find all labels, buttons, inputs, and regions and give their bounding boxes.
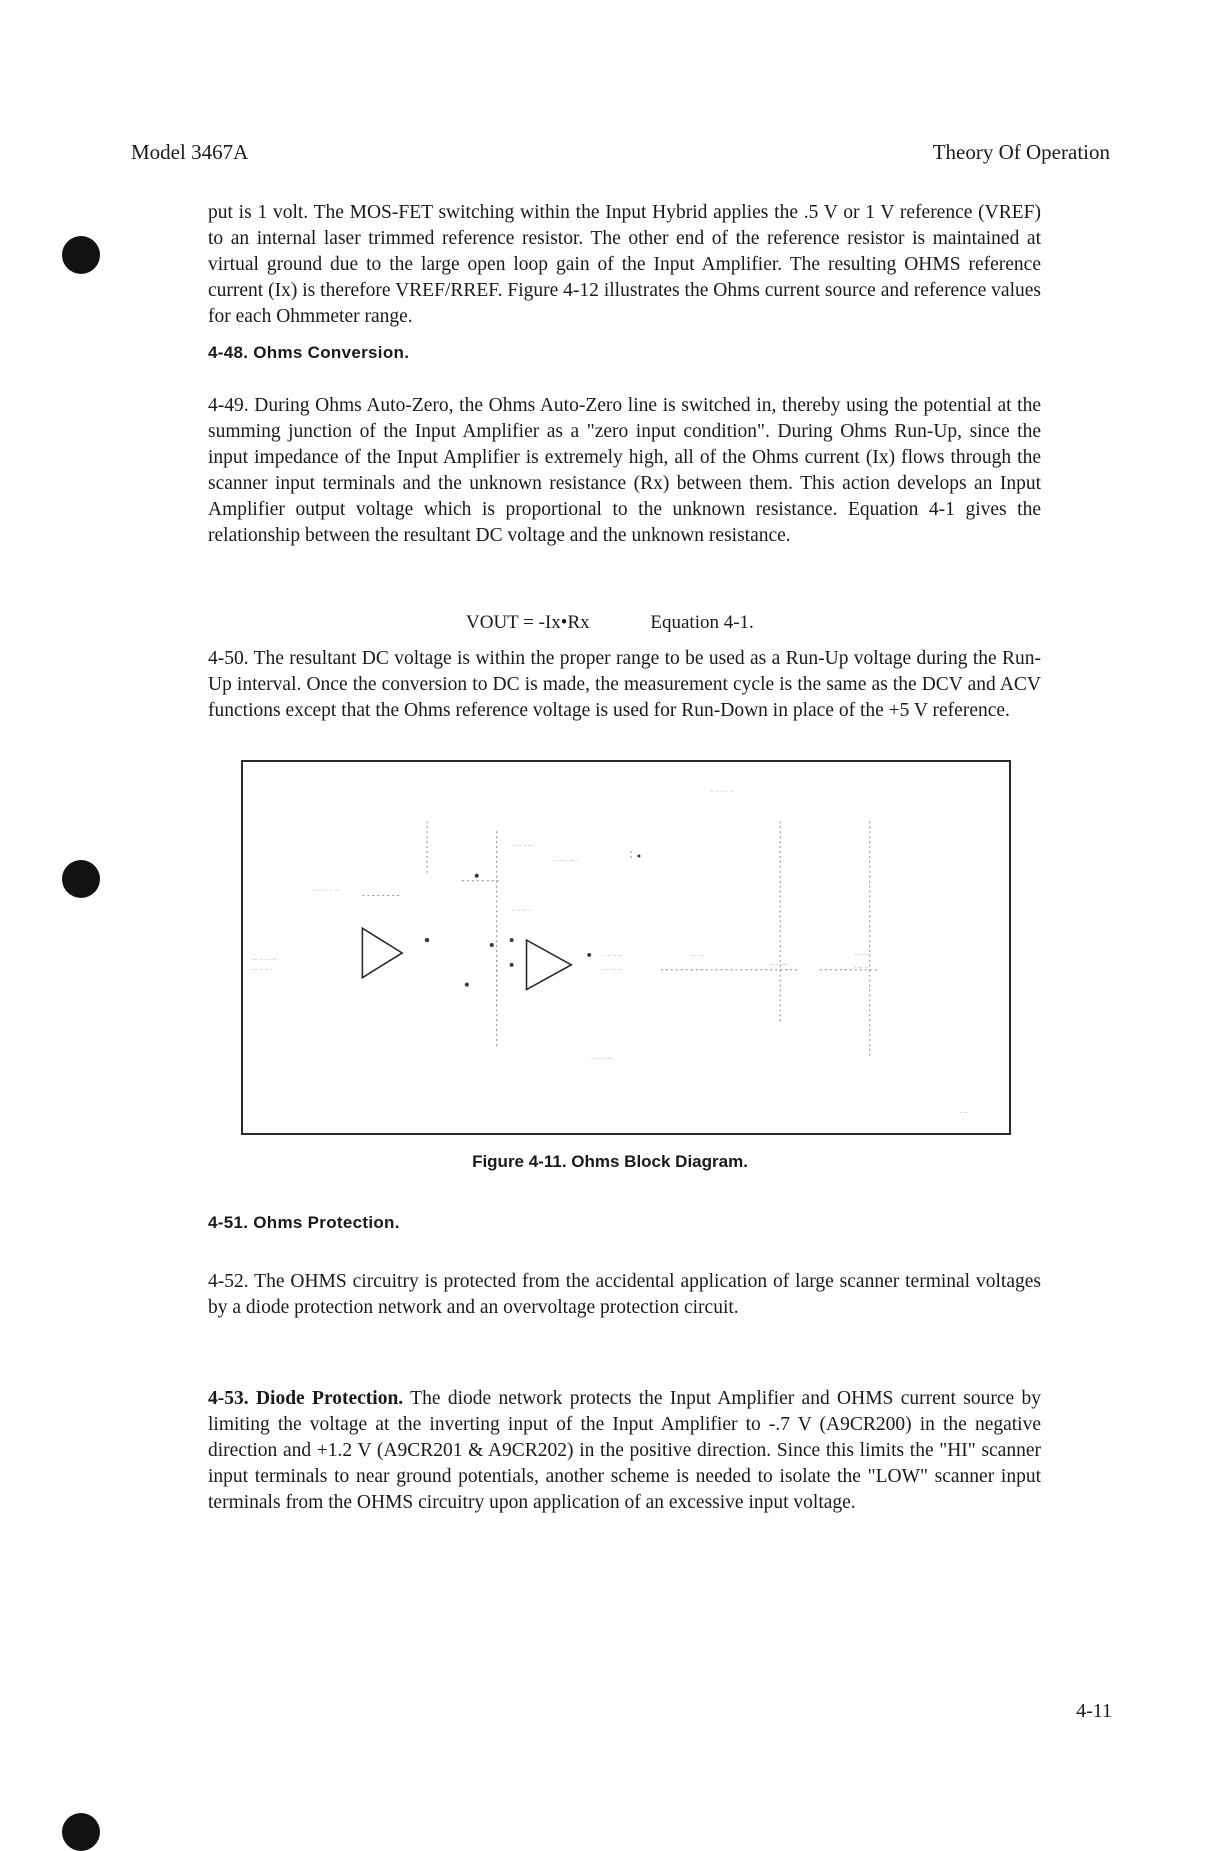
section-heading-4-51: 4-51. Ohms Protection. (208, 1213, 400, 1232)
svg-text:. .. .... ..: . .. .... .. (601, 965, 621, 972)
svg-text:.. .. ....: .. .. .... (770, 960, 787, 967)
figure-caption: Figure 4-11. Ohms Block Diagram. (472, 1152, 748, 1171)
svg-text:. . .. .. ...: . . .. .. ... (601, 951, 623, 958)
svg-text:.. .. . ... ..: .. .. . ... .. (710, 787, 734, 794)
equation-expression: VOUT = -Ix•Rx (466, 612, 590, 633)
punch-hole-middle (62, 860, 100, 898)
svg-text:... . ..: ... . .. (690, 951, 704, 958)
paragraph-4-53-lead: 4-53. Diode Protection. (208, 1388, 404, 1409)
svg-text:.. .. ..: .. .. .. (690, 965, 704, 972)
paragraph-4-53 (208, 1386, 1041, 1516)
equation-label: Equation 4-1. (650, 612, 754, 633)
punch-hole-top (62, 236, 100, 274)
svg-text:... .. .. ..: ... .. .. .. (252, 965, 273, 972)
block-diagram-drawing (243, 762, 1009, 1133)
svg-text:. .. ... . ... .: . .. ... . ... . (551, 856, 578, 863)
buffer-amplifier-symbol (362, 928, 402, 977)
punch-hole-bottom (62, 1813, 100, 1851)
header-model: Model 3467A (131, 140, 249, 164)
ohms-block-diagram (241, 760, 1011, 1135)
svg-text:. ... ..: . ... .. (854, 963, 869, 970)
svg-text:. .. . .. ...: . .. . .. ... (511, 842, 534, 849)
page-number: 4-11 (1076, 1700, 1112, 1722)
equation-4-1 (466, 612, 754, 634)
svg-text:... .. . .. ..: ... .. . .. .. (252, 955, 277, 962)
paragraph-4-52: 4-52. The OHMS circuitry is protected from the accidental application of large scanner terminal voltages by a diode protection network and an overvoltage protection circuit. (208, 1271, 1041, 1318)
paragraph-4-50: 4-50. The resultant DC voltage is within the proper range to be used as a Run-Up voltage during the Run-Up interval. Once the conversion to DC is made, the measurement cycle is the same as the DCV and ACV functions except that the Ohms reference voltage is used for Run-Down in place of the +5 V reference. (208, 648, 1041, 721)
paragraph-continuation: put is 1 volt. The MOS-FET switching within the Input Hybrid applies the .5 V or 1 V reference (VREF) to an internal laser trimmed reference resistor. The other end of the reference resistor is maintained at virtual ground due to the large open loop gain of the Input Amplifier. The resulting OHMS reference current (Ix) is therefore VREF/RREF. Figure 4-12 illustrates the Ohms current source and reference values for each Ohmmeter range. (208, 202, 1041, 327)
svg-text:.. .. ...: .. .. ... (854, 950, 870, 957)
header-section: Theory Of Operation (932, 140, 1110, 164)
paragraph-4-49: 4-49. During Ohms Auto-Zero, the Ohms Auto-Zero line is switched in, thereby using the potential at the summing junction of the Input Amplifier as a "zero input condition". During Ohms Run-Up, since the input impedance of the Input Amplifier is extremely high, all of the Ohms current (Ix) flows through the scanner input terminals and the unknown resistance (Rx) between them. This action develops an Input Amplifier output voltage which is proportional to the unknown resistance. Equation 4-1 gives the relationship between the resultant DC voltage and the unknown resistance. (208, 395, 1041, 546)
input-amplifier-symbol (527, 940, 572, 989)
svg-text:... .. .. ...: ... .. .. ... (591, 1054, 613, 1061)
svg-text:.. ..: .. .. (959, 1109, 968, 1116)
section-heading-4-48: 4-48. Ohms Conversion. (208, 343, 410, 362)
paragraph-4-53-body: The diode network protects the Input Amplifier and OHMS current source by limiting the voltage at the inverting input of the Input Amplifier to -.7 V (A9CR200) in the negative direction and +1.2 V (A9CR201 & A9CR202) in the positive direction. Since this limits the "HI" scanner input terminals to near ground potentials, another scheme is needed to isolate the "LOW" scanner input terminals from the OHMS circuitry upon application of an excessive input voltage. (208, 1388, 1041, 1513)
svg-text:.. . .... .. ...: .. . .... .. ... (312, 886, 340, 893)
svg-text:.. .. ... ..: .. .. ... .. (511, 906, 532, 913)
